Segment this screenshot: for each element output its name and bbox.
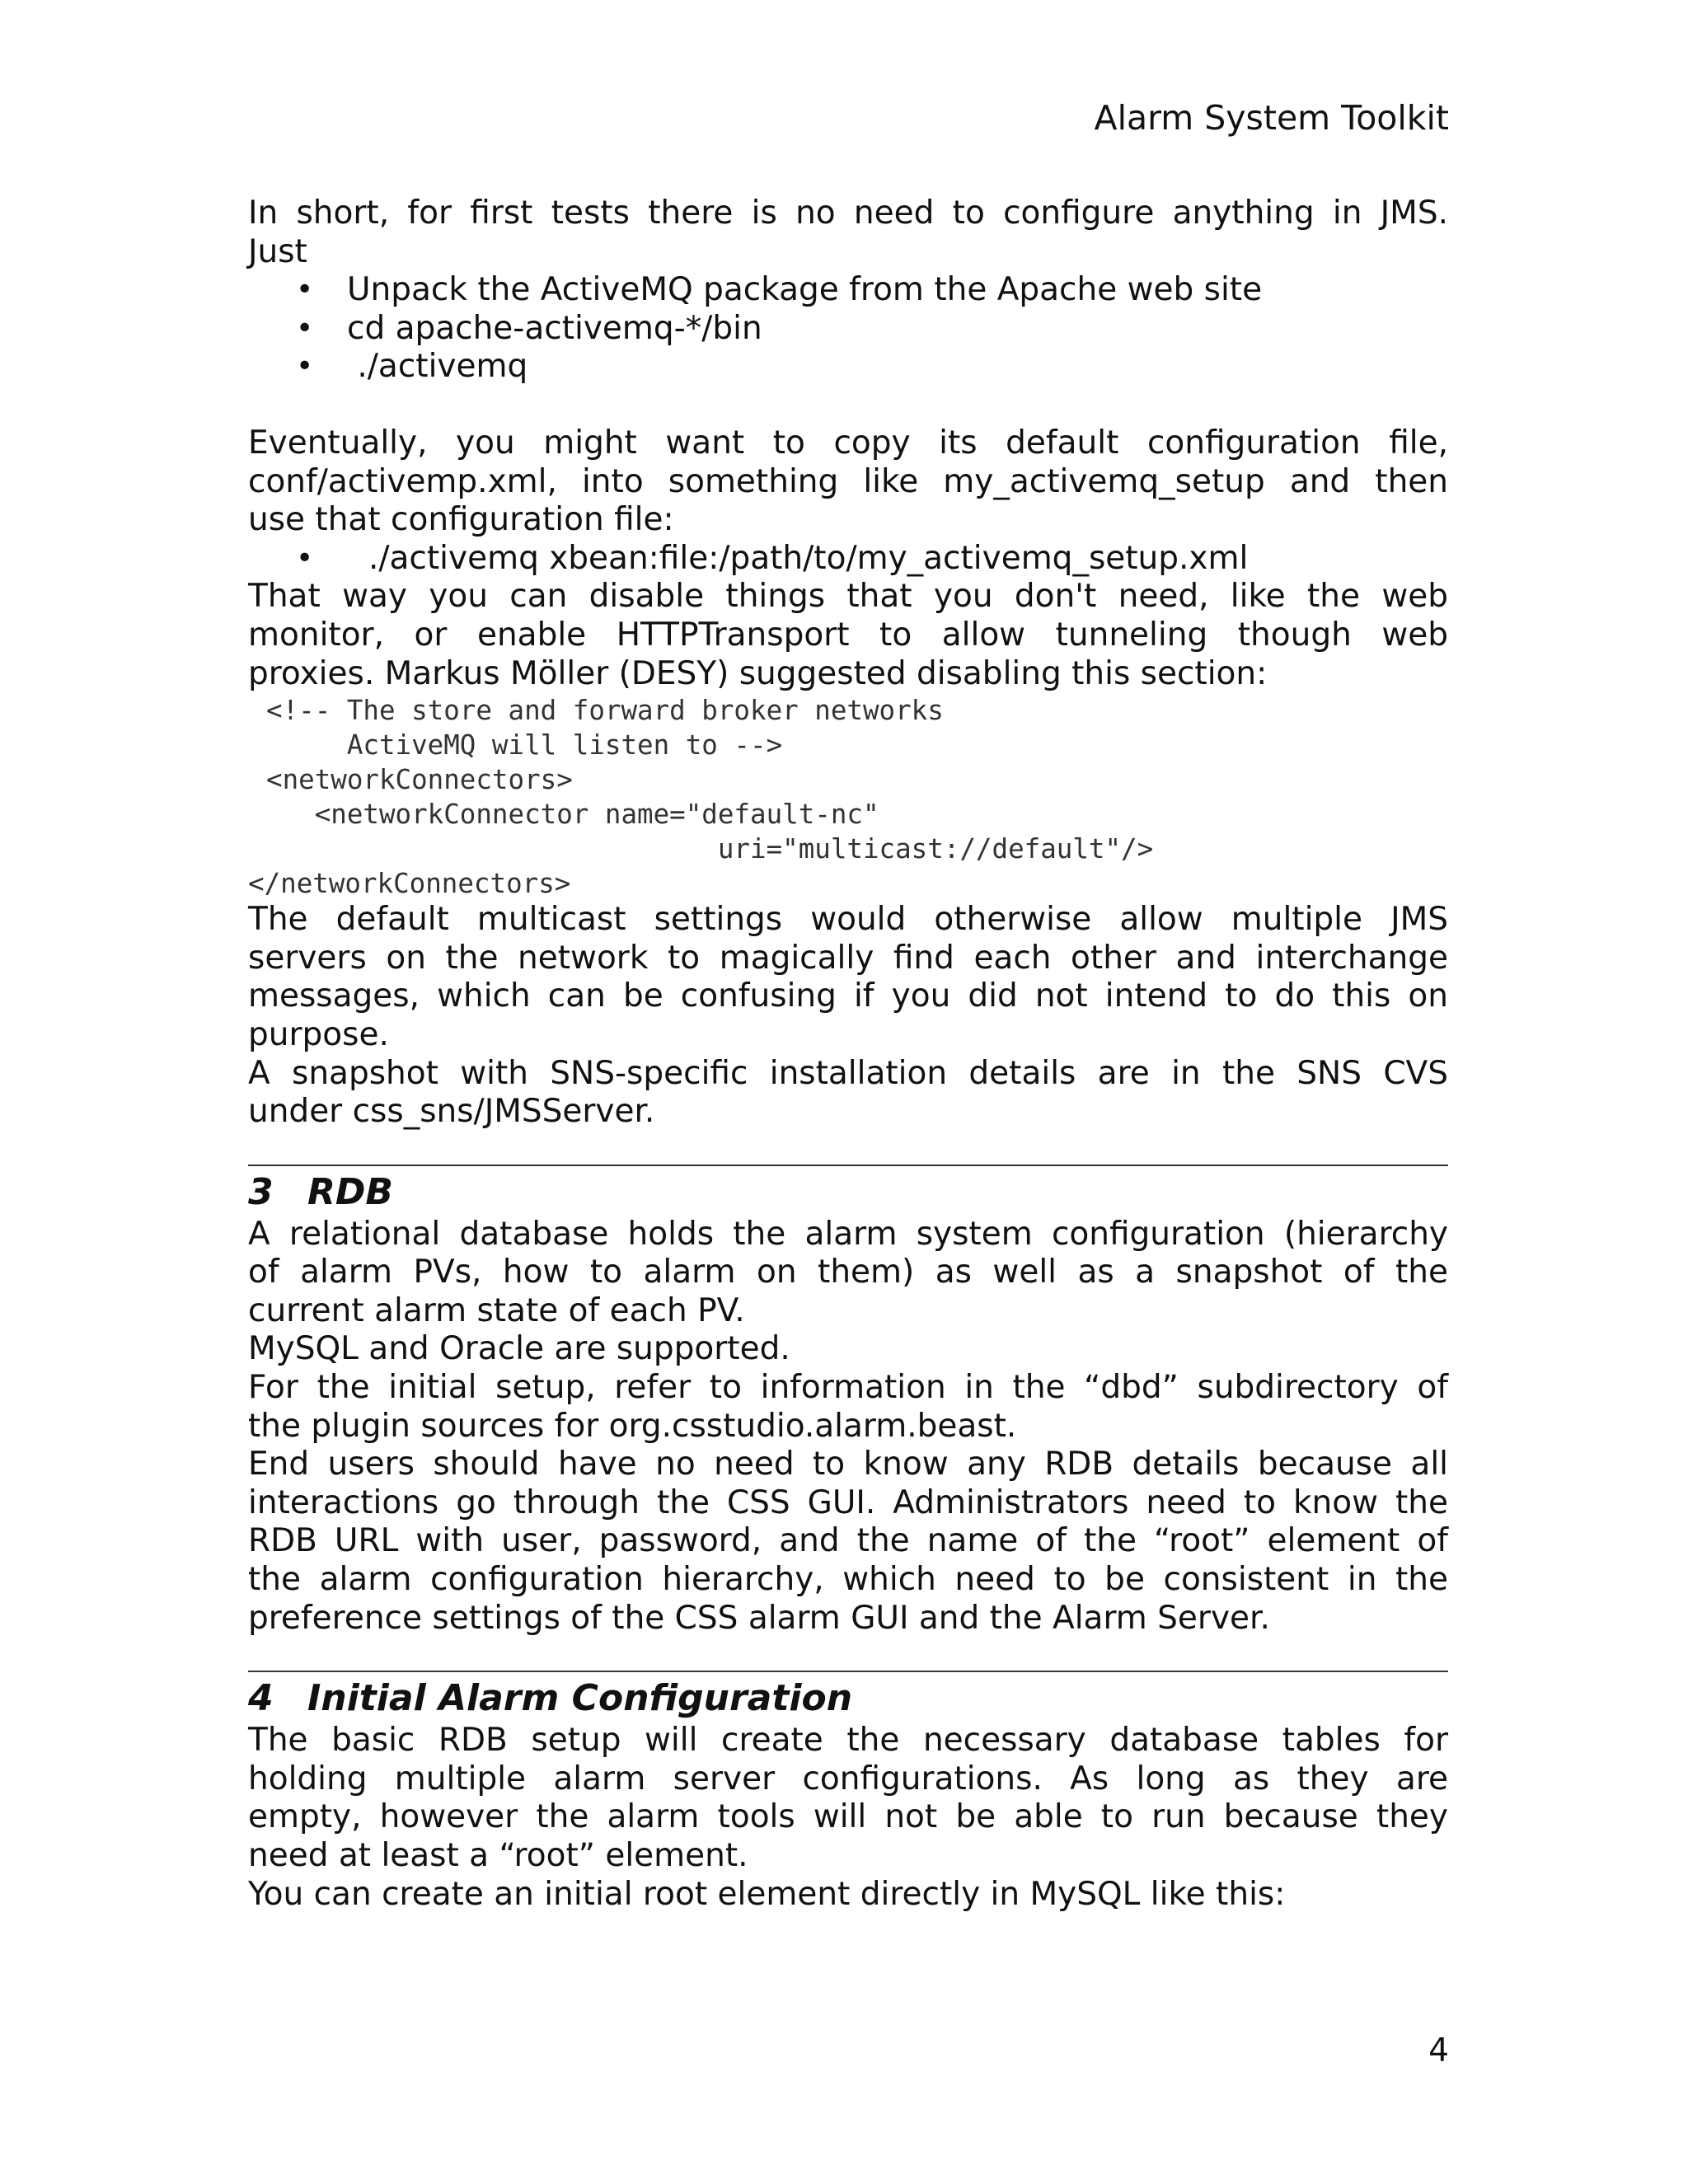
section-title: RDB [307,1170,393,1213]
code-line: <networkConnector name="default-nc" [266,799,879,831]
paragraph-line: the alarm configuration hierarchy, which need to be consistent in the [248,1561,1448,1599]
section-number: 4 [248,1677,274,1720]
page-number: 4 [1428,2032,1449,2069]
code-line: <networkConnectors> [266,764,573,796]
section-rdb [248,1165,1448,1638]
page-content [248,194,1448,1914]
steps-list [248,271,1448,387]
section-number: 3 [248,1170,274,1213]
list-item: • Unpack the ActiveMQ package from the Apache web site [296,271,1263,309]
bullet-icon: • [296,311,314,345]
config-line: use that configuration file: [248,501,674,539]
paragraph-line: preference settings of the CSS alarm GUI and the Alarm Server. [248,1599,1270,1637]
intro-line-1: In short, for first tests there is no need to configure anything in JMS. [248,194,1448,232]
list-item: • cd apache-activemq-*/bin [296,309,762,347]
code-line: <!-- The store and forward broker networks [266,695,944,727]
multicast-line: purpose. [248,1015,389,1053]
code-line: </networkConnectors> [248,868,571,900]
paragraph-line: The basic RDB setup will create the necessary database tables for [248,1722,1448,1760]
paragraph-line: End users should have no need to know any RDB details because all [248,1446,1448,1483]
config-line: conf/activemp.xml, into something like my_activemq_setup and then [248,462,1448,500]
paragraph-line: holding multiple alarm server configurations. As long as they are [248,1760,1448,1797]
code-line: uri="multicast://default"/> [266,833,1154,865]
multicast-line: servers on the network to magically find each other and interchange [248,939,1448,977]
code-block [248,693,1448,901]
multicast-line: The default multicast settings would otherwise allow multiple JMS [248,901,1448,939]
section-heading [248,1675,1448,1722]
section-title: Initial Alarm Configuration [307,1677,853,1720]
bullet-icon: • [296,349,314,384]
paragraph-line: empty, however the alarm tools will not be able to run because they [248,1798,1448,1836]
code-line: ActiveMQ will listen to --> [266,729,783,762]
command-list [248,540,1448,579]
multicast-line: messages, which can be confusing if you did not intend to do this on [248,977,1448,1015]
paragraph-line: current alarm state of each PV. [248,1291,745,1329]
paragraph-line: need at least a “root” element. [248,1837,748,1874]
paragraph-line: For the initial setup, refer to information in the “dbd” subdirectory of [248,1369,1448,1407]
paragraph-line: of alarm PVs, how to alarm on them) as well as a snapshot of the [248,1254,1448,1291]
paragraph-line: interactions go through the CSS GUI. Administrators need to know the [248,1483,1448,1521]
section-initial-alarm-configuration [248,1671,1448,1914]
paragraph-line: You can create an initial root element directly in MySQL like this: [248,1875,1286,1913]
list-item: • ./activemq [296,348,528,386]
paragraph-line: the plugin sources for org.csstudio.alarm.beast. [248,1407,1017,1445]
paragraph-line: RDB URL with user, password, and the name of the “root” element of [248,1522,1448,1560]
config-line: Eventually, you might want to copy its default configuration file, [248,424,1448,462]
bullet-icon: • [296,273,314,307]
snapshot-line: A snapshot with SNS-specific installation details are in the SNS CVS [248,1054,1448,1092]
config-after-line: monitor, or enable HTTPTransport to allow tunneling though web [248,616,1448,654]
paragraph-line: A relational database holds the alarm system configuration (hierarchy [248,1215,1448,1253]
bullet-icon: • [296,541,314,575]
paragraph-line: MySQL and Oracle are supported. [248,1330,790,1368]
config-after-line: That way you can disable things that you don't need, like the web [248,578,1448,616]
running-header: Alarm System Toolkit [1094,98,1449,138]
section-heading [248,1169,1448,1216]
config-after-line: proxies. Markus Möller (DESY) suggested disabling this section: [248,654,1268,692]
intro-line-2: Just [248,232,307,270]
snapshot-line: under css_sns/JMSServer. [248,1093,655,1131]
list-item: • ./activemq xbean:file:/path/to/my_activemq_setup.xml [296,539,1249,577]
